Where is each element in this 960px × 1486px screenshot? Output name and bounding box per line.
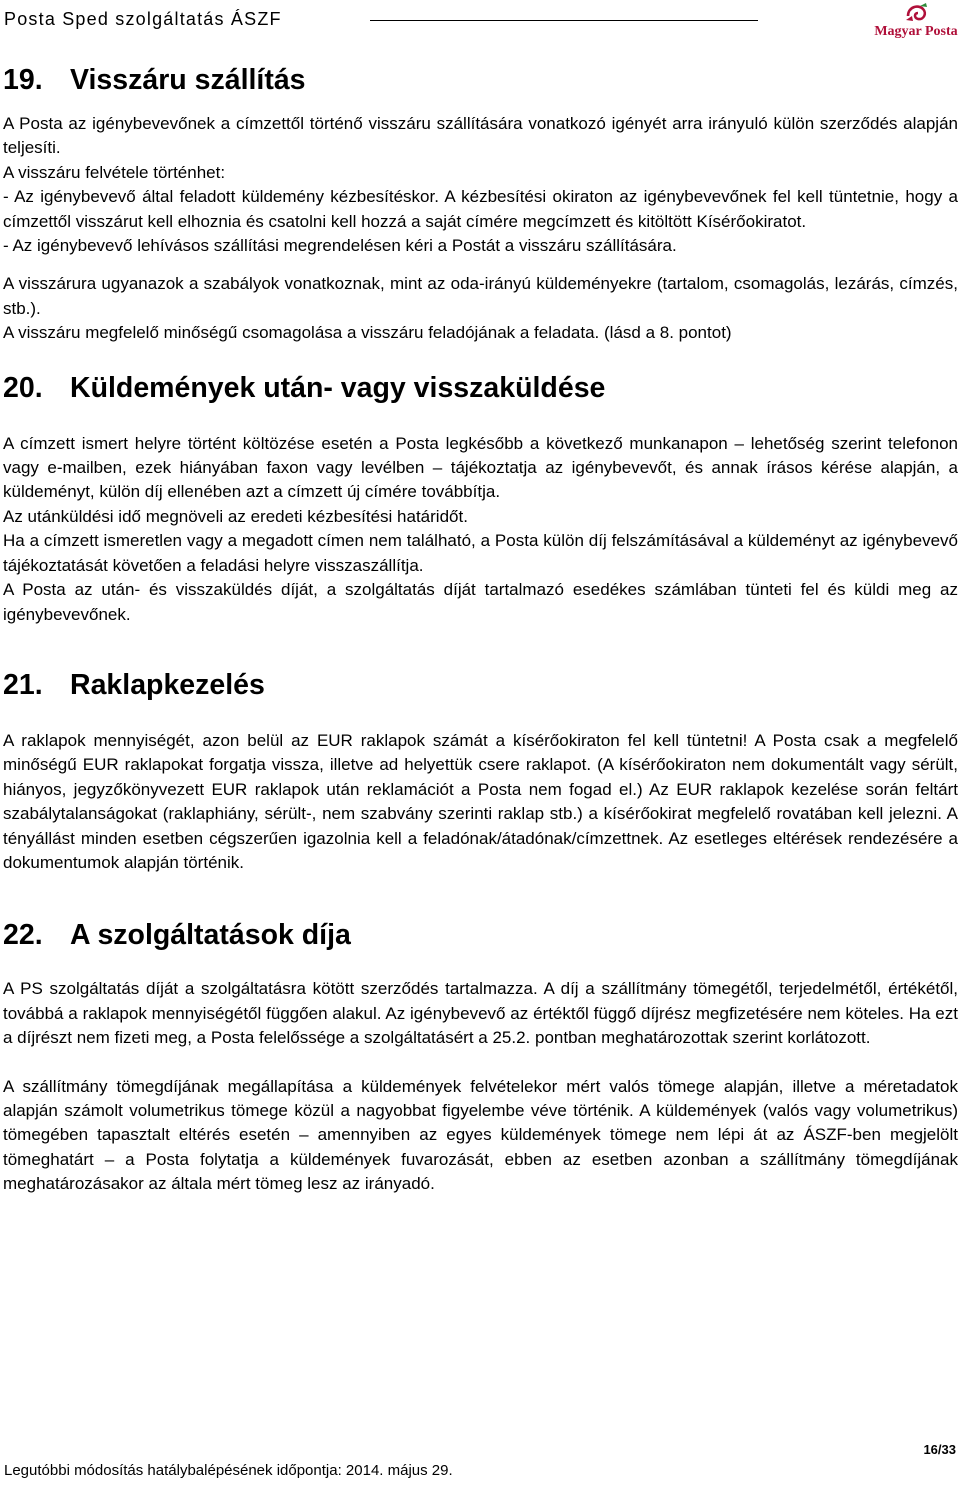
section-21 — [3, 663, 958, 875]
posthorn-icon — [904, 2, 930, 26]
paragraph: A visszáru felvétele történhet: — [3, 162, 226, 182]
paragraph: A raklapok mennyiségét, azon belül az EUR raklapok számát a kísérőokiraton fel kell tüntetni! A Posta csak a megfelelő minőségű EUR raklapokat forgatja vissza, illetve ad helyettük csere raklapot. (A kísérőokiraton nem dokumentált vagy sérült, hiányos, jegyzőkönyvezett EUR raklapok után reklamációt a Posta nem fogad el.) Az EUR raklapok kezelése során feltárt szabálytalanságokat (raklaphiány, sérült-, nem szabvány szerinti raklap stb.) a kísérőokirat megfelelő rovatában kell jelezni. A tényállást minden esetben cégszerűen igazolnia kell a feladónak/átadónak/címzettnek. Az esetleges eltérések rendezésére a dokumentumok alapján történik. — [3, 730, 958, 872]
section-heading — [3, 913, 958, 957]
section-20 — [3, 366, 958, 627]
paragraph: - Az igénybevevő lehívásos szállítási megrendelésen kéri a Postát a visszáru szállítására. — [3, 236, 677, 256]
section-heading — [3, 366, 958, 410]
paragraph: A visszáru megfelelő minőségű csomagolása a visszáru feladójának a feladata. (lásd a 8. pontot) — [3, 323, 732, 343]
document-body — [3, 58, 958, 1197]
section-number: 19. — [3, 64, 43, 96]
paragraph: A Posta az után- és visszaküldés díját, a szolgáltatás díját tartalmazó esedékes számlában tünteti fel és küldi meg az igénybevevőnek. — [3, 580, 958, 624]
section-title: Raklapkezelés — [70, 668, 265, 701]
section-number: 22. — [3, 919, 43, 952]
section-title: Visszáru szállítás — [70, 64, 306, 96]
paragraph: A szállítmány tömegdíjának megállapítása a küldemények felvételekor mért valós tömege alapján, illetve a méretadatok alapján számolt volumetrikus tömege közül a nagyobbat figyelembe véve történik. A küldemények (valós vagy volumetrikus) tömegében tapasztalt eltérés esetén – amennyiben az egyes küldemények tömege nem lépi át az ÁSZF-ben megjelölt tömeghatárt – a Posta folytatja a küldemények fuvarozását, ebben az esetben azonban a szállítmány tömegdíjának meghatározásakor az általa mért tömeg lesz az irányadó. — [3, 1076, 958, 1194]
section-heading — [3, 58, 958, 102]
section-title: A szolgáltatások díja — [70, 919, 351, 952]
paragraph: A PS szolgáltatás díját a szolgáltatásra kötött szerződés tartalmazza. A díj a szállítmány tömegétől, terjedelmétől, értékétől, továbbá a raklapok mennyiségétől függően alakul. Az igénybevevő az értéktől függő díjrész megfizetésére nem köteles. Ha ezt a díjrészt nem fizeti meg, a Posta felelőssége a szolgáltatásért a 25.2. pontban meghatározottak szerint korlátozott. — [3, 979, 958, 1048]
section-title: Küldemények után- vagy visszaküldése — [70, 371, 606, 404]
paragraph: Ha a címzett ismeretlen vagy a megadott címen nem található, a Posta külön díj felszámításával a küldeményt az igénybevevő tájékoztatását követően a feladási helyre visszaszállítja. — [3, 531, 958, 575]
header-rule — [370, 20, 758, 21]
paragraph: A címzett ismert helyre történt költözése esetén a Posta legkésőbb a következő munkanapon – lehetőség szerint telefonon vagy e-mailben, ezek hiányában faxon vagy levélben – tájékoztatja az igénybevevőt, és annak írásos kérése alapján, a küldeményt, külön díj ellenében azt a címzett új címére továbbítja. — [3, 433, 958, 502]
footer-text: Legutóbbi módosítás hatálybalépésének időpontja: 2014. május 29. — [4, 1462, 453, 1479]
page-number: 16/33 — [923, 1442, 956, 1457]
paragraph: Az utánküldési idő megnöveli az eredeti kézbesítési határidőt. — [3, 506, 468, 526]
logo-text: Magyar Posta — [874, 24, 958, 39]
page-header — [0, 0, 960, 60]
section-19 — [3, 58, 958, 346]
paragraph: A visszárura ugyanazok a szabályok vonatkoznak, mint az oda-irányú küldeményekre (tartalom, csomagolás, lezárás, címzés, stb.). — [3, 274, 958, 318]
section-number: 20. — [3, 371, 43, 404]
section-number: 21. — [3, 668, 43, 701]
magyar-posta-logo — [874, 2, 958, 48]
header-title: Posta Sped szolgáltatás ÁSZF — [4, 9, 282, 29]
paragraph: - Az igénybevevő által feladott küldemény kézbesítéskor. A kézbesítési okiraton az igénybevevőnek fel kell tüntetnie, hogy a címzettől visszárut kell elhoznia és csatolni kell hozzá a saját címére megcímzett és kitöltött Kísérőokiratot. — [3, 187, 958, 231]
section-22 — [3, 913, 958, 1196]
paragraph: A Posta az igénybevevőnek a címzettől történő visszáru szállítására vonatkozó igényét arra irányuló külön szerződés alapján teljesíti. — [3, 114, 958, 158]
section-heading — [3, 663, 958, 707]
